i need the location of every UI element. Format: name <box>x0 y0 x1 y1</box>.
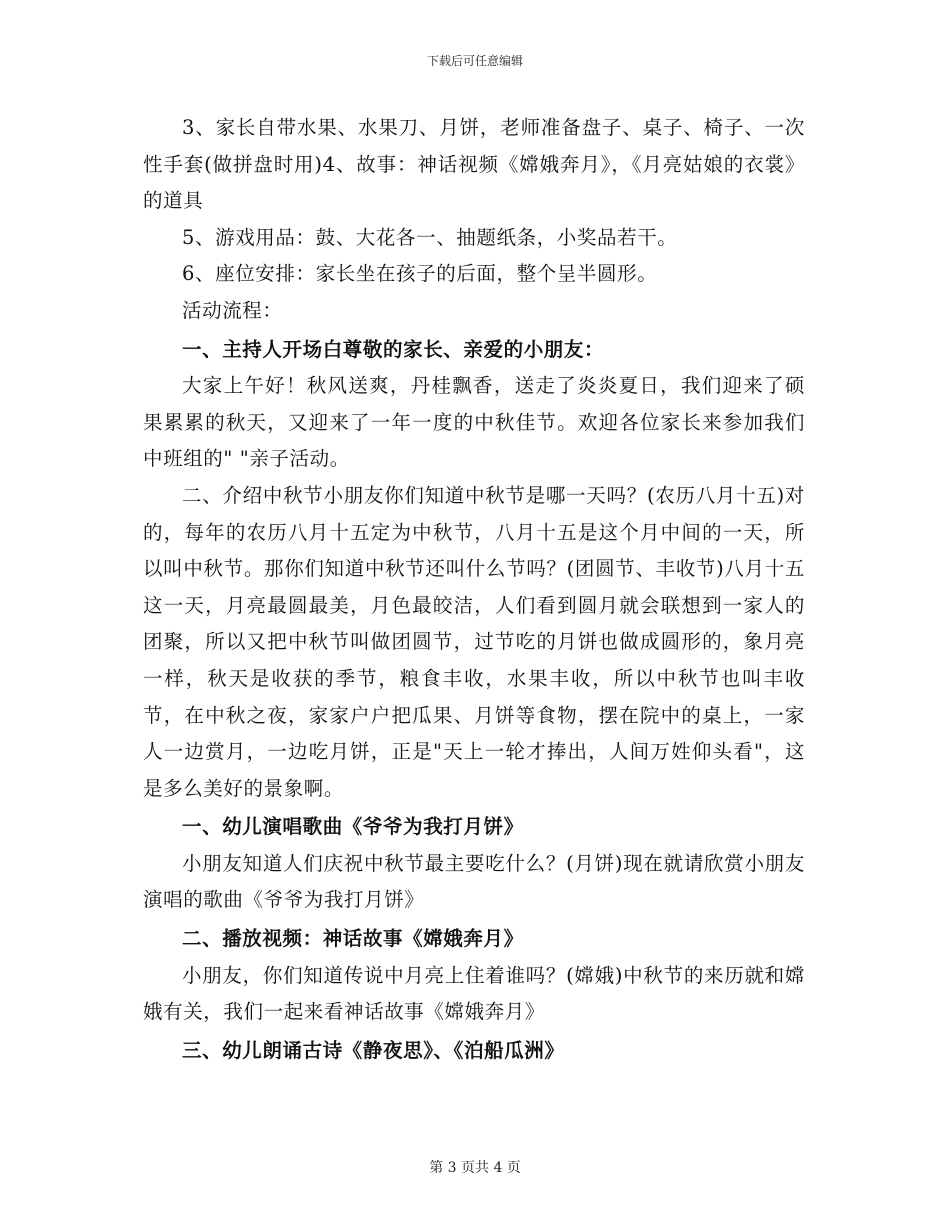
page-footer-number: 第 3 页共 4 页 <box>429 1160 521 1176</box>
paragraph: 大家上午好！秋风送爽，丹桂飘香，送走了炎炎夏日，我们迎来了硕果累累的秋天，又迎来了一年一度的中秋佳节。欢迎各位家长来参加我们中班组的" "亲子活动。 <box>143 374 805 471</box>
section-heading: 一、幼儿演唱歌曲《爷爷为我打月饼》 <box>182 815 524 839</box>
page-header-note: 下载后可任意编辑 <box>426 54 523 68</box>
section-heading: 三、幼儿朗诵古诗《静夜思》、《泊船瓜洲》 <box>182 1038 565 1062</box>
document-body <box>143 110 805 1069</box>
paragraph: 3、家长自带水果、水果刀、月饼，老师准备盘子、桌子、椅子、一次性手套(做拼盘时用)4、故事：神话视频《嫦娥奔月》，《月亮姑娘的衣裳》的道具 <box>143 116 805 213</box>
paragraph: 小朋友知道人们庆祝中秋节最主要吃什么？(月饼)现在就请欣赏小朋友演唱的歌曲《爷爷为我打月饼》 <box>143 851 805 912</box>
paragraph: 活动流程： <box>182 298 283 322</box>
section-heading: 一、主持人开场白尊敬的家长、亲爱的小朋友： <box>182 337 605 361</box>
section-heading: 二、播放视频：神话故事《嫦娥奔月》 <box>182 927 524 951</box>
paragraph: 二、介绍中秋节小朋友你们知道中秋节是哪一天吗？(农历八月十五)对的，每年的农历八月十五定为中秋节，八月十五是这个月中间的一天，所以叫中秋节。那你们知道中秋节还叫什么节吗？(团圆节、丰收节)八月十五这一天，月亮最圆最美，月色最皎洁，人们看到圆月就会联想到一家人的团聚，所以又把中秋节叫做团圆节，过节吃的月饼也做成圆形的，象月亮一样，秋天是收获的季节，粮食丰收，水果丰收，所以中秋节也叫丰收节，在中秋之夜，家家户户把瓜果、月饼等食物，摆在院中的桌上，一家人一边赏月，一边吃月饼，正是"天上一轮才捧出，人间万姓仰头看"，这是多么美好的景象啊。 <box>143 483 805 800</box>
paragraph: 6、座位安排：家长坐在孩子的后面，整个呈半圆形。 <box>182 262 658 286</box>
paragraph: 5、游戏用品：鼓、大花各一、抽题纸条，小奖品若干。 <box>182 225 678 249</box>
paragraph: 小朋友，你们知道传说中月亮上住着谁吗？(嫦娥)中秋节的来历就和嫦娥有关，我们一起来看神话故事《嫦娥奔月》 <box>143 963 805 1024</box>
